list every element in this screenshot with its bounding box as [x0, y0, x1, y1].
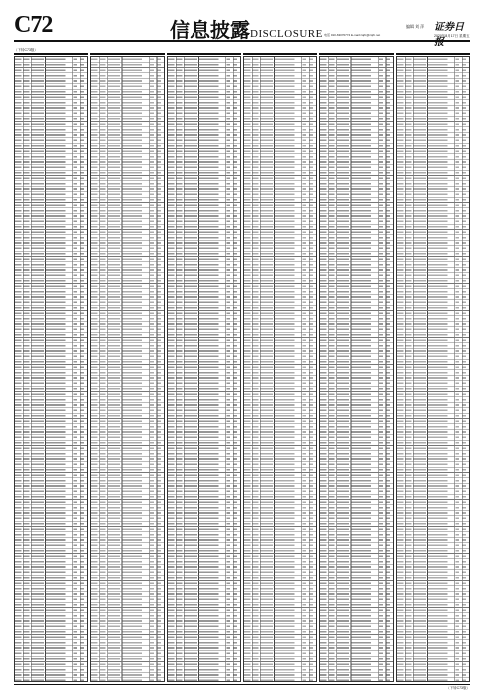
masthead [14, 0, 470, 48]
disclosure-table [243, 56, 317, 682]
section-title-en: DISCLOSURE [250, 28, 323, 40]
disclosure-table [90, 56, 164, 682]
column-rule [243, 53, 317, 55]
page-number: C72 [14, 12, 53, 38]
disclosure-table [167, 56, 241, 682]
table-column-5 [319, 46, 393, 682]
section-title-cn: 信息披露 [170, 20, 250, 42]
footer-rule [14, 684, 470, 685]
continuation-note: （下转C73版） [446, 686, 470, 690]
table-column-4 [243, 46, 317, 682]
newspaper-logo: 证券日报 [434, 22, 464, 48]
contact-line: 电话 010-63070774 E-mail:zqrb@zqrb.net [324, 33, 381, 37]
table-column-6 [396, 46, 470, 682]
column-rule [167, 53, 241, 55]
column-rule [319, 53, 393, 55]
table-column-3 [167, 46, 241, 682]
table-column-1 [14, 46, 88, 682]
table-columns [14, 46, 470, 682]
disclosure-table [319, 56, 393, 682]
column-rule [14, 53, 88, 55]
column-caption: （下转C73版） [14, 48, 38, 52]
column-rule [396, 53, 470, 55]
disclosure-table [396, 56, 470, 682]
column-rule [90, 53, 164, 55]
editors-line: 编辑 刘 萍 [406, 24, 425, 29]
section-title [170, 14, 323, 43]
issue-date: 2020年8月17日 星期五 [434, 34, 470, 38]
table-column-2 [90, 46, 164, 682]
disclosure-table [14, 56, 88, 682]
